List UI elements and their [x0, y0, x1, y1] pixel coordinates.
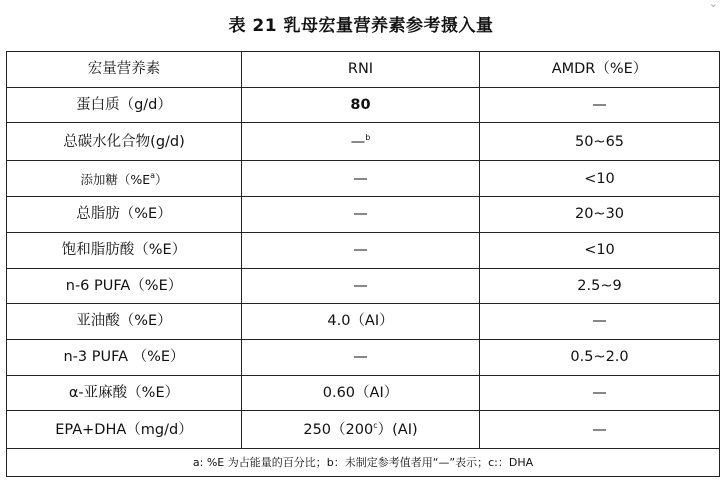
- rni-cell: 0.60（AI）: [242, 375, 480, 411]
- table-row: [7, 197, 720, 233]
- rni-cell: —: [242, 232, 480, 268]
- rni-cell: 4.0（AI）: [242, 304, 480, 340]
- rni-cell: —: [242, 161, 480, 197]
- amdr-cell: 2.5~9: [480, 268, 720, 304]
- table-row: [7, 232, 720, 268]
- nutrient-table: [6, 51, 720, 477]
- header-rni: RNI: [242, 52, 480, 88]
- rni-cell: —: [242, 197, 480, 233]
- table-row: [7, 304, 720, 340]
- nutrient-cell: 饱和脂肪酸（%E）: [7, 232, 242, 268]
- table-row: [7, 339, 720, 375]
- rni-value-end: ）(AI): [377, 422, 418, 439]
- table-row: [7, 375, 720, 411]
- table-row: [7, 161, 720, 197]
- nutrient-cell: α-亚麻酸（%E）: [7, 375, 242, 411]
- table-title: 表 21 乳母宏量营养素参考摄入量: [228, 16, 494, 36]
- amdr-cell: <10: [480, 161, 720, 197]
- amdr-cell: <10: [480, 232, 720, 268]
- amdr-cell: 20~30: [480, 197, 720, 233]
- rni-cell: [242, 411, 480, 449]
- nutrient-cell: n-6 PUFA（%E）: [7, 268, 242, 304]
- nutrient-cell: 亚油酸（%E）: [7, 304, 242, 340]
- amdr-cell: —: [480, 87, 720, 123]
- chevron-down-icon: ⌄: [708, 0, 718, 10]
- nutrient-cell: [7, 161, 242, 197]
- nutrient-cell: 总脂肪（%E）: [7, 197, 242, 233]
- rni-cell: —: [242, 339, 480, 375]
- rni-value: 250（200: [303, 422, 374, 439]
- table-footnote: a: %E 为占能量的百分比；b：未制定参考值者用“—”表示；c:：DHA: [7, 449, 720, 477]
- table-row: [7, 268, 720, 304]
- footnote-row: [7, 449, 720, 477]
- header-amdr: AMDR（%E）: [480, 52, 720, 88]
- table-header-row: [7, 52, 720, 88]
- amdr-cell: 0.5~2.0: [480, 339, 720, 375]
- nutrient-cell: 蛋白质（g/d）: [7, 87, 242, 123]
- nutrient-cell: n-3 PUFA （%E）: [7, 339, 242, 375]
- table-row: [7, 411, 720, 449]
- amdr-cell: —: [480, 304, 720, 340]
- nutrient-name: 添加糖（%E: [80, 171, 151, 187]
- header-nutrient: 宏量营养素: [7, 52, 242, 88]
- amdr-cell: —: [480, 375, 720, 411]
- rni-cell: —: [242, 268, 480, 304]
- table-row: [7, 87, 720, 123]
- nutrient-cell: EPA+DHA（mg/d）: [7, 411, 242, 449]
- footnote-marker: b: [365, 133, 371, 143]
- footnote-marker: c: [373, 421, 378, 431]
- rni-cell: 80: [242, 87, 480, 123]
- rni-value: —: [350, 134, 366, 151]
- nutrient-name-end: ）: [155, 171, 168, 187]
- footnote-marker: a: [150, 170, 156, 180]
- nutrient-cell: 总碳水化合物(g/d): [7, 123, 242, 161]
- rni-cell: [242, 123, 480, 161]
- amdr-cell: 50~65: [480, 123, 720, 161]
- table-row: [7, 123, 720, 161]
- amdr-cell: —: [480, 411, 720, 449]
